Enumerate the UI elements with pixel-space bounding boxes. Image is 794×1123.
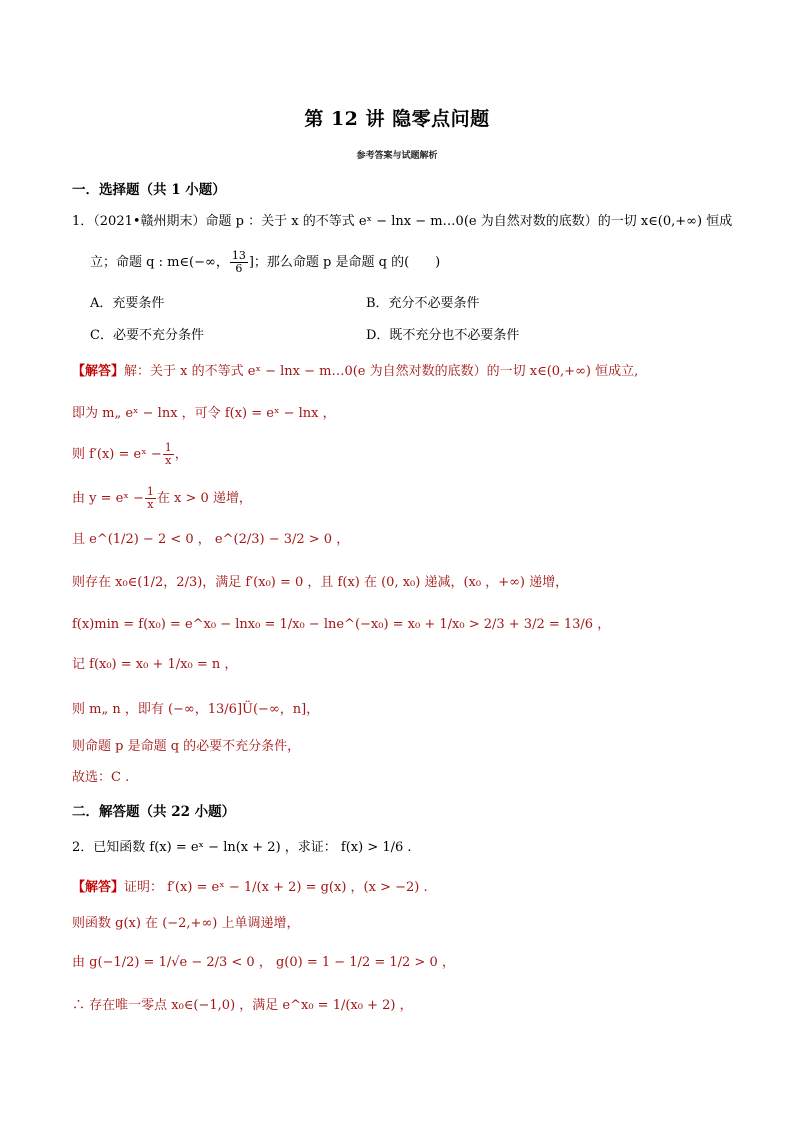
solution-1-line-5: 且 e^(1/2) − 2 < 0 ， e^(2/3) − 3/2 > 0 ， [72, 532, 350, 547]
question-1-line-1: 1．（2021•赣州期末）命题 p ：关于 x 的不等式 eˣ − lnx − m…0(e 为自然对数的底数）的一切 x∈(0,+∞) 恒成 [72, 214, 733, 229]
answer-tag-2: 【解答】 [72, 880, 125, 895]
solution-1-line-4-a: 由 y = eˣ − [72, 491, 144, 506]
solution-1-line-8: 记 f(x₀) = x₀ + 1/x₀ = n ， [72, 657, 238, 672]
fraction-numerator: 1 [146, 485, 154, 498]
solution-1-line-3-b: ， [174, 447, 188, 462]
question-1-line-2 [90, 250, 440, 275]
fraction-13-6 [230, 250, 248, 275]
solution-1-line-10: 则命题 p 是命题 q 的必要不充分条件， [72, 739, 301, 754]
solution-1-line-4-b: 在 x > 0 递增， [156, 491, 252, 506]
fraction-numerator: 13 [231, 249, 246, 262]
section-heading-choice: 一．选择题（共 1 小题） [72, 182, 226, 198]
solution-2-line-3: 由 g(−1/2) = 1/√e − 2/3 < 0 ， g(0) = 1 − 1/2 = 1/2 > 0 ， [72, 955, 455, 970]
question-1-line-2-b: ]；那么命题 p 是命题 q 的( ) [248, 255, 441, 270]
solution-1-line-3-a: 则 f′(x) = eˣ − [72, 447, 162, 462]
option-b: B．充分不必要条件 [366, 296, 480, 311]
answer-tag: 【解答】 [72, 364, 125, 379]
solution-1-text-1: 解：关于 x 的不等式 eˣ − lnx − m…0(e 为自然对数的底数）的一切 x∈(0,+∞) 恒成立, [124, 364, 639, 379]
option-a: A．充要条件 [90, 296, 165, 311]
question-2-line-1: 2．已知函数 f(x) = eˣ − ln(x + 2) ，求证： f(x) > 1/6 . [72, 840, 412, 855]
solution-2-text-1: 证明： f′(x) = eˣ − 1/(x + 2) = g(x) ，(x > −2) . [124, 880, 428, 895]
solution-1-line-9: 则 m„ n ，即有 (−∞，13/6]Ü(−∞，n]， [72, 702, 320, 717]
section-heading-answer: 二．解答题（共 22 小题） [72, 804, 236, 820]
solution-2-line-4: ∴ 存在唯一零点 x₀∈(−1,0) ，满足 e^x₀ = 1/(x₀ + 2) ， [72, 998, 413, 1013]
option-c: C．必要不充分条件 [90, 328, 204, 343]
solution-1-line-7: f(x)min = f(x₀) = e^x₀ − lnx₀ = 1/x₀ − lne^(−x₀) = x₀ + 1/x₀ > 2/3 + 3/2 = 13/6 ， [72, 617, 611, 632]
solution-2-line-1 [72, 878, 428, 898]
fraction-1-over-x [163, 442, 174, 467]
fraction-1-over-x-2 [145, 486, 156, 511]
solution-1-line-4 [72, 486, 252, 511]
page-title: 第 12 讲 隐零点问题 [304, 108, 490, 130]
page-subtitle: 参考答案与试题解析 [356, 151, 438, 161]
solution-1-line-6: 则存在 x₀∈(1/2，2/3)，满足 f′(x₀) = 0 ，且 f(x) 在 (0, x₀) 递减，(x₀ ，+∞) 递增， [72, 575, 569, 590]
fraction-denominator: x [165, 454, 172, 467]
solution-2-line-2: 则函数 g(x) 在 (−2,+∞) 上单调递增， [72, 916, 300, 931]
fraction-denominator: 6 [235, 262, 243, 275]
solution-1-line-11: 故选：C . [72, 770, 130, 785]
question-1-line-2-a: 立；命题 q : m∈(−∞， [90, 255, 229, 270]
solution-1-line-1 [72, 362, 638, 382]
option-d: D．既不充分也不必要条件 [366, 328, 520, 343]
solution-1-line-2: 即为 m„ eˣ − lnx ，可令 f(x) = eˣ − lnx ， [72, 406, 336, 421]
fraction-denominator: x [147, 498, 154, 511]
solution-1-line-3 [72, 442, 188, 467]
fraction-numerator: 1 [164, 441, 172, 454]
